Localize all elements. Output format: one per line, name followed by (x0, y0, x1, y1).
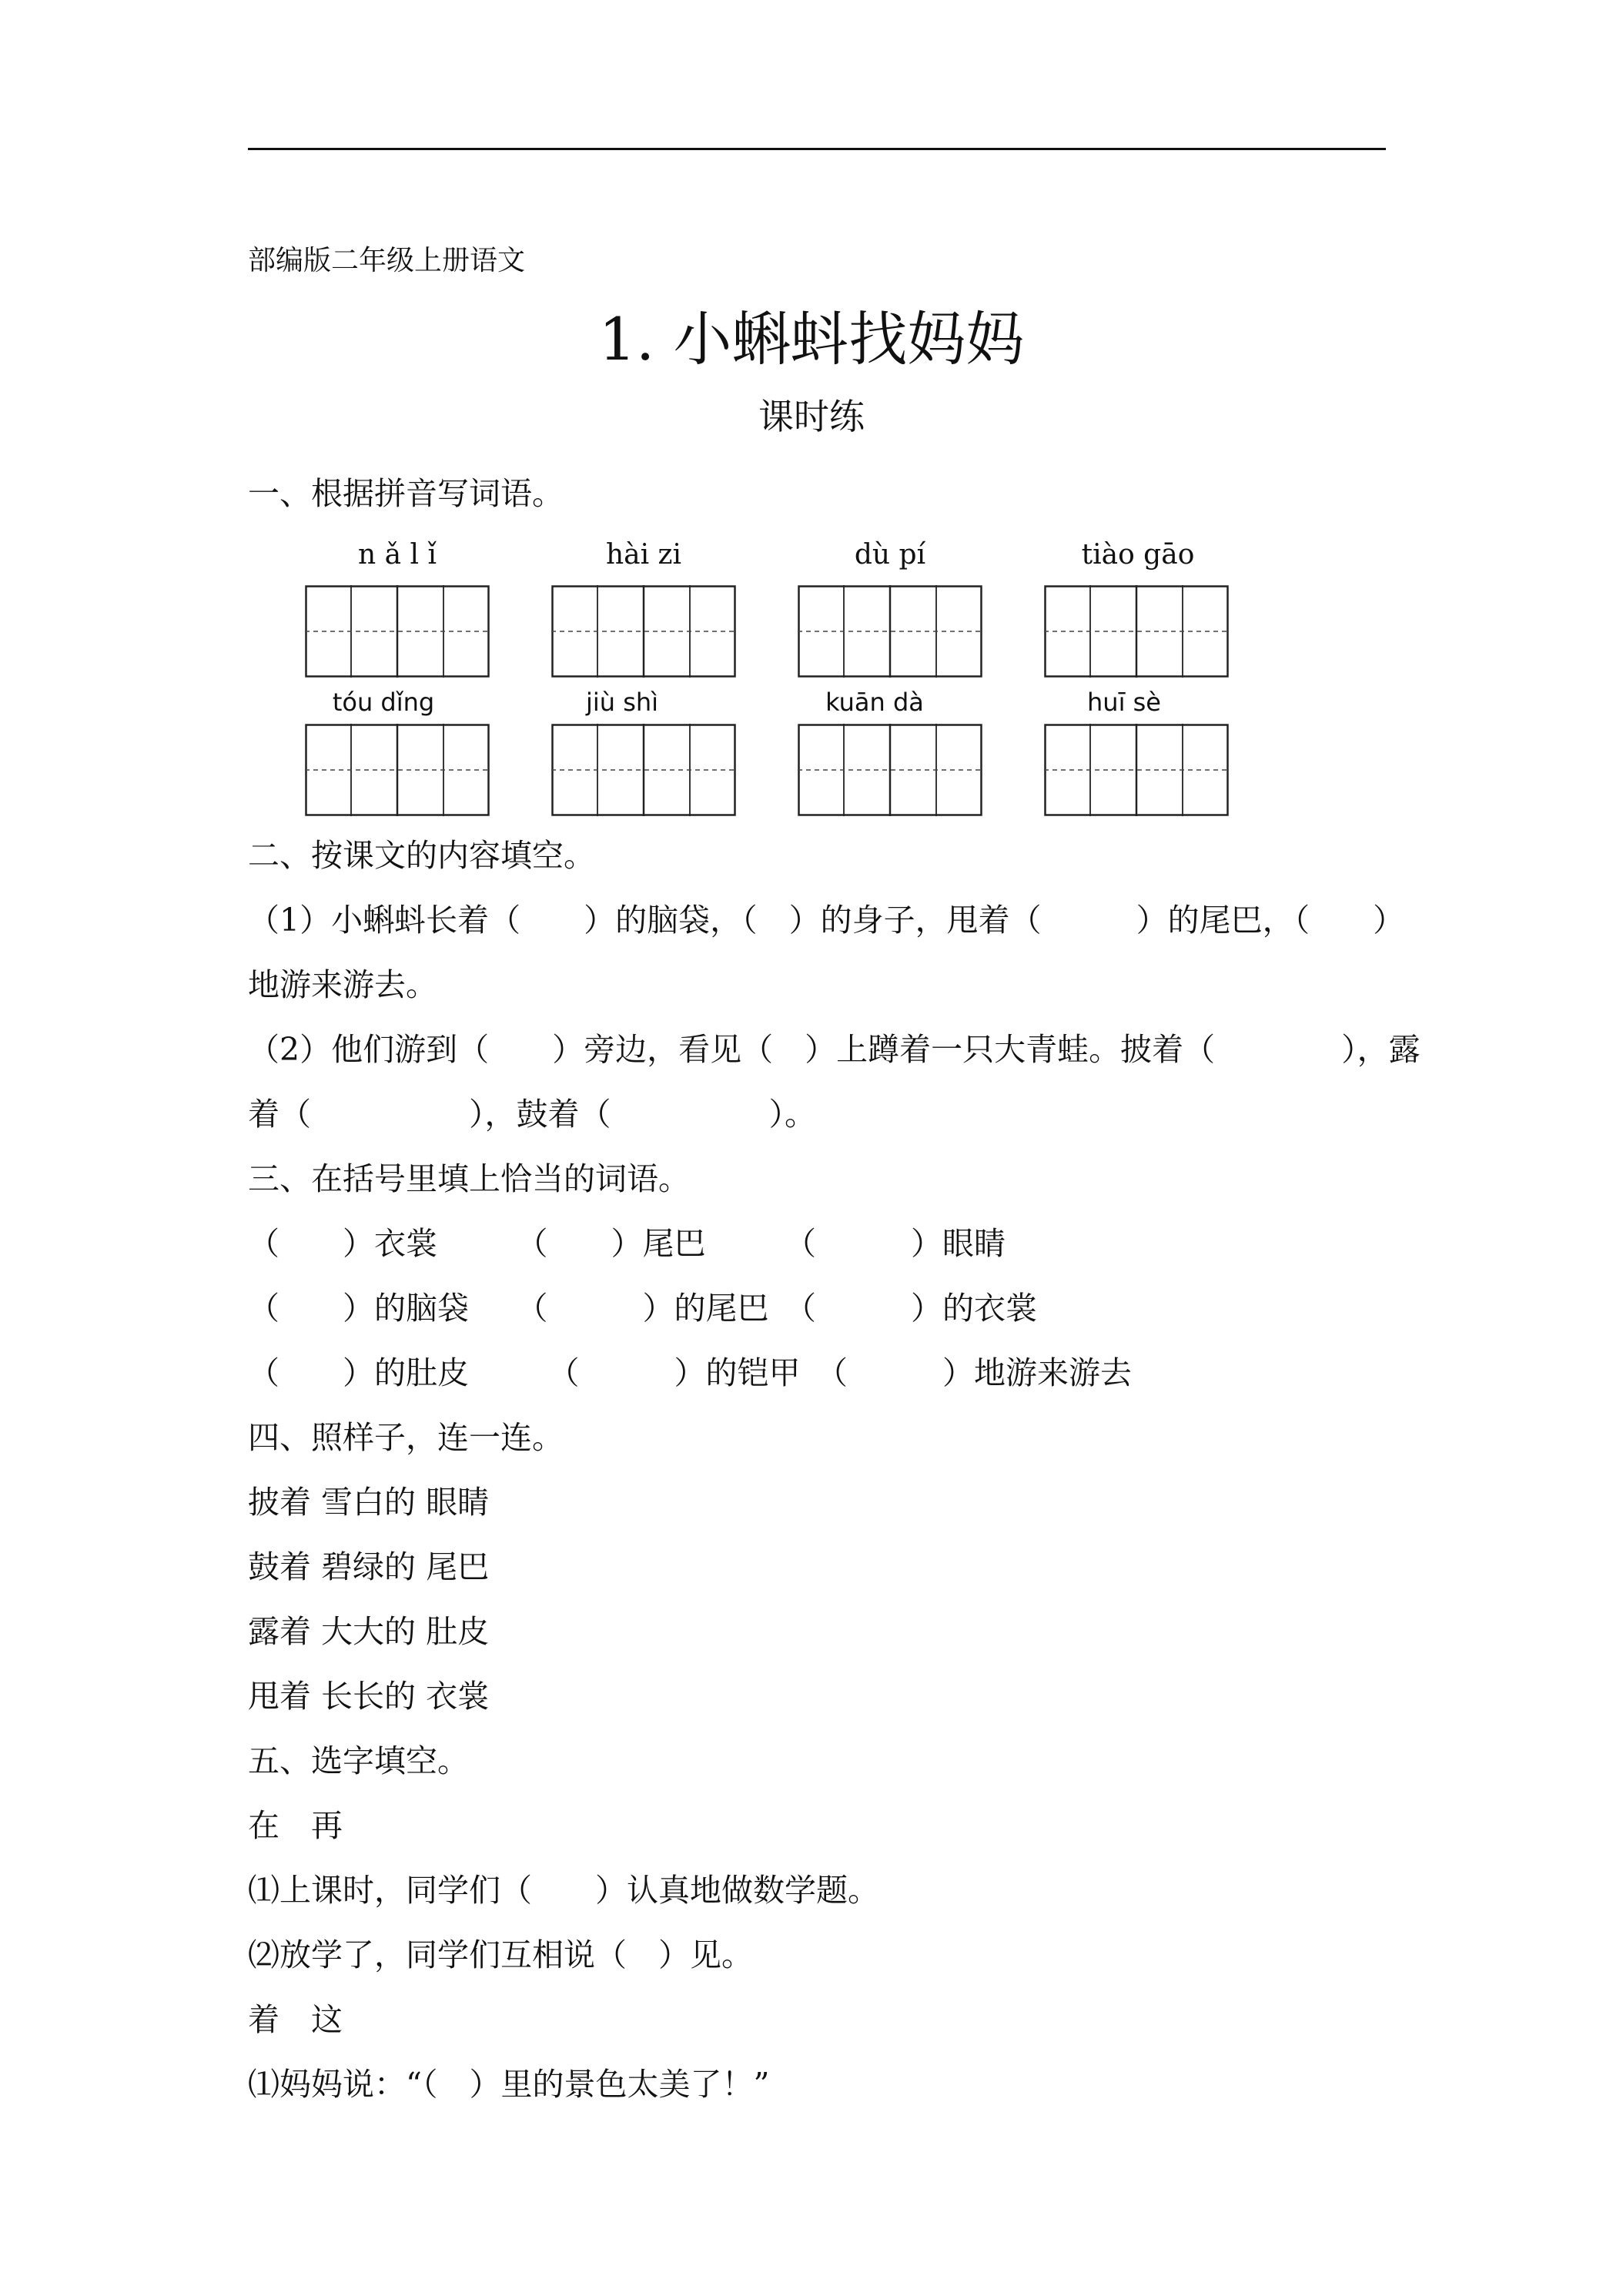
pinyin-6: jiù shì (585, 688, 659, 717)
pinyin-3: dù pí (854, 539, 926, 571)
section-5-line-2: ⑴上课时，同学们（ ）认真地做数学题。 (248, 1872, 879, 1909)
writing-grid-4[interactable] (1044, 585, 1229, 678)
section-5-line-3: ⑵放学了，同学们互相说（ ）见。 (248, 1936, 753, 1973)
page-title: 1. 小蝌蚪找妈妈 (598, 305, 1025, 373)
subject-label: 部编版二年级上册语文 (248, 245, 526, 276)
section-5-line-4: 着 这 (248, 2001, 343, 2038)
pinyin-8: huī sè (1087, 688, 1161, 717)
section-4-line-1: 披着 雪白的 眼睛 (248, 1484, 490, 1521)
pinyin-7: kuān dà (825, 688, 924, 717)
page-subtitle: 课时练 (758, 396, 865, 437)
writing-grid-lines (305, 724, 490, 816)
writing-grid-7[interactable] (798, 724, 982, 816)
writing-grid-5[interactable] (305, 724, 490, 816)
section-2-line-3: （2）他们游到（ ）旁边，看见（ ）上蹲着一只大青蛙。披着（ ），露 (248, 1031, 1421, 1068)
section-2-line-1: （1）小蝌蚪长着（ ）的脑袋，（ ）的身子，甩着（ ）的尾巴，（ ） (248, 902, 1405, 939)
section-2-heading: 二、按课文的内容填空。 (248, 837, 595, 874)
writing-grid-lines (551, 724, 736, 816)
pinyin-2: hài zi (605, 539, 682, 571)
section-4-line-4: 甩着 长长的 衣裳 (248, 1678, 490, 1715)
section-4-line-3: 露着 大大的 肚皮 (248, 1613, 490, 1650)
section-3-line-2: （ ）的脑袋 （ ）的尾巴 （ ）的衣裳 (248, 1290, 1037, 1327)
pinyin-4: tiào gāo (1081, 539, 1195, 571)
section-4-heading: 四、照样子，连一连。 (248, 1419, 564, 1456)
section-2-line-2: 地游来游去。 (248, 966, 437, 1003)
header-rule (248, 148, 1386, 150)
writing-grid-lines (798, 724, 982, 816)
writing-grid-3[interactable] (798, 585, 982, 678)
writing-grid-1[interactable] (305, 585, 490, 678)
writing-grid-lines (1044, 585, 1229, 678)
writing-grid-lines (305, 585, 490, 678)
writing-grid-lines (1044, 724, 1229, 816)
section-2-line-4: 着（ ），鼓着（ ）。 (248, 1096, 816, 1133)
section-3-heading: 三、在括号里填上恰当的词语。 (248, 1160, 690, 1197)
writing-grid-6[interactable] (551, 724, 736, 816)
section-5-heading: 五、选字填空。 (248, 1742, 469, 1779)
section-4-line-2: 鼓着 碧绿的 尾巴 (248, 1548, 490, 1585)
writing-grid-lines (798, 585, 982, 678)
section-1-heading: 一、根据拼音写词语。 (248, 475, 564, 512)
writing-grid-8[interactable] (1044, 724, 1229, 816)
section-5-line-1: 在 再 (248, 1807, 343, 1844)
pinyin-1: n ǎ l ǐ (357, 539, 437, 571)
writing-grid-2[interactable] (551, 585, 736, 678)
section-5-line-5: ⑴妈妈说：“（ ）里的景色太美了！” (248, 2066, 770, 2103)
writing-grid-lines (551, 585, 736, 678)
section-3-line-3: （ ）的肚皮 （ ）的铠甲 （ ）地游来游去 (248, 1354, 1132, 1391)
pinyin-5: tóu dǐng (332, 688, 435, 717)
section-3-line-1: （ ）衣裳 （ ）尾巴 （ ）眼睛 (248, 1225, 1006, 1262)
